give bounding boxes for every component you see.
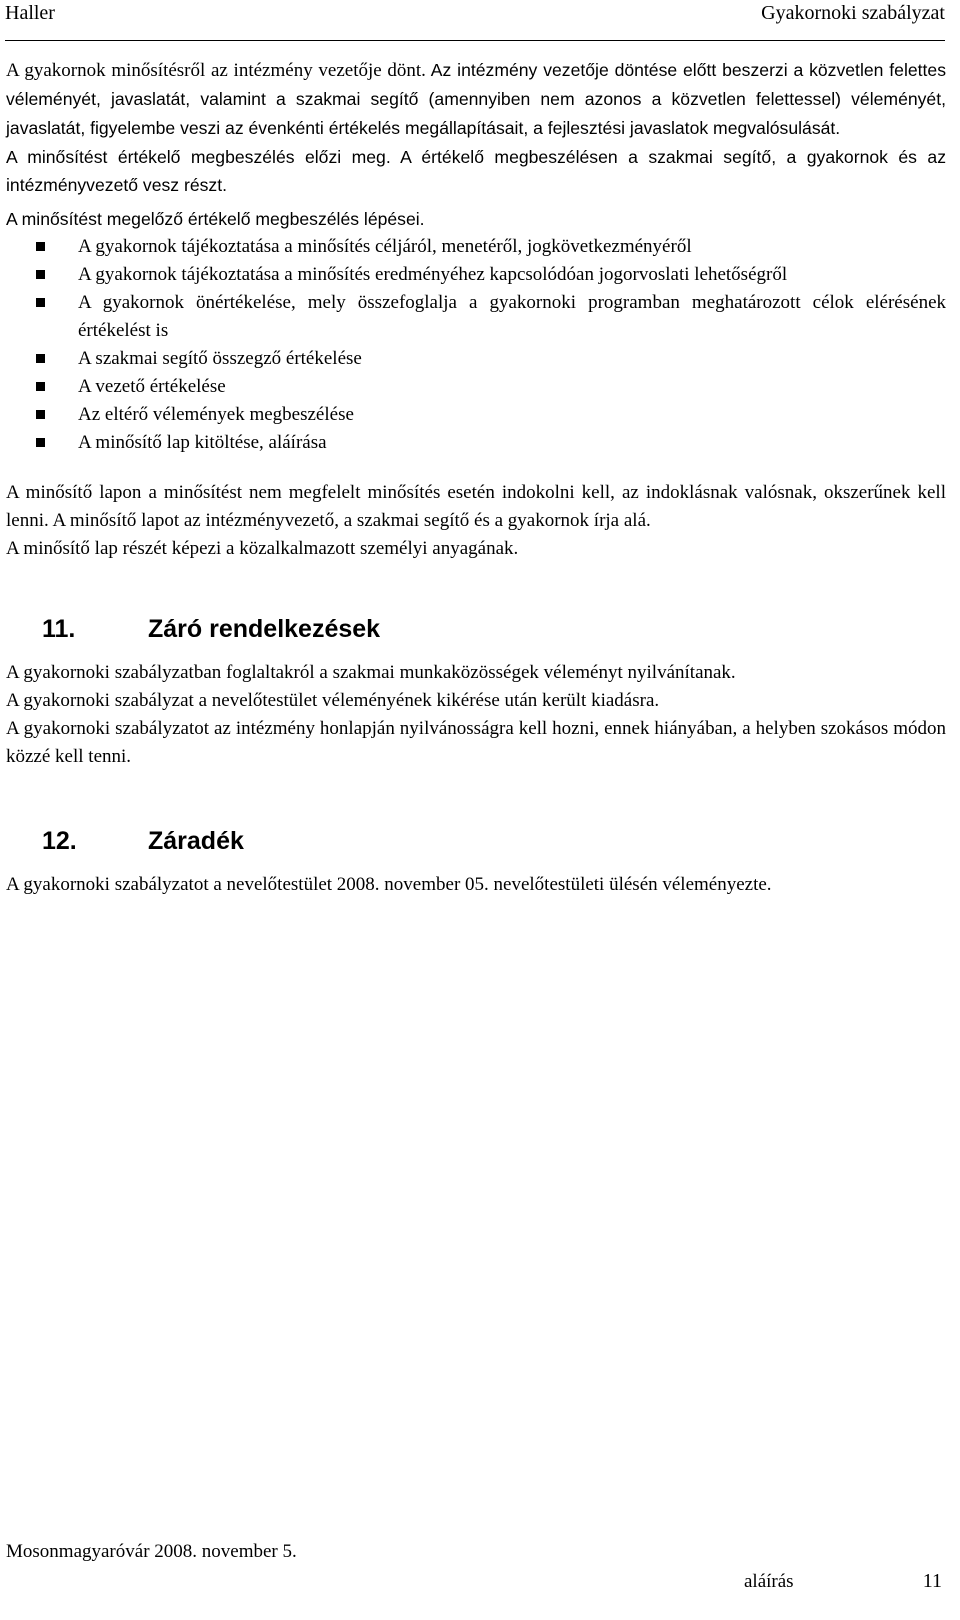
- closing-paragraph-opinion: A gyakornoki szabályzatban foglaltakról a szakmai munkaközösségek véleményt nyilvánítanak.: [6, 662, 736, 683]
- document-body: [6, 56, 946, 899]
- page-header: [5, 0, 945, 41]
- signature-label: aláírás: [744, 1571, 794, 1592]
- square-bullet-icon: [36, 438, 45, 447]
- place-and-date: Mosonmagyaróvár 2008. november 5.: [6, 1541, 297, 1562]
- qualification-sheet-paragraph: A minősítő lapon a minősítést nem megfelelt minősítés esetén indokolni kell, az indoklásnak valósnak, okszerűnek kell lenni. A minősítő lapot az intézményvezető, a szakmai segítő és a gyakornok írja alá.: [6, 482, 946, 531]
- section-heading-closing-provisions: [6, 613, 946, 645]
- list-item: A gyakornok tájékoztatása a minősítés eredményéhez kapcsolódóan jogorvoslati lehetőségről: [6, 261, 946, 289]
- list-item: A minősítő lap kitöltése, aláírása: [6, 429, 946, 457]
- list-item: A vezető értékelése: [6, 373, 946, 401]
- header-document-title: Gyakornoki szabályzat: [761, 2, 945, 24]
- closing-paragraph-publication: A gyakornoki szabályzatot az intézmény honlapján nyilvánosságra kell hozni, ennek hiányában, a helyben szokásos módon közzé kell tenni.: [6, 718, 946, 767]
- intro-sentence-serif: A gyakornok minősítésről az intézmény vezetője dönt.: [6, 60, 426, 81]
- square-bullet-icon: [36, 242, 45, 251]
- section-title: Záradék: [148, 827, 244, 855]
- square-bullet-icon: [36, 270, 45, 279]
- square-bullet-icon: [36, 354, 45, 363]
- intro-sentence-sans: Az intézmény vezetője döntése előtt beszerzi a közvetlen felettes véleményét, javaslatát, valamint a szakmai segítő (amennyiben nem azonos a közvetlen felettessel) véleményét, javaslatát, figyelembe veszi az évenkénti értékelés megállapításait, a fejlesztési javaslatok megvalósulását.: [6, 60, 946, 138]
- intro-paragraph-decision: [6, 56, 946, 143]
- section-number: 11.: [42, 615, 76, 643]
- list-item: Az eltérő vélemények megbeszélése: [6, 401, 946, 429]
- section-heading-clause: [6, 825, 946, 857]
- square-bullet-icon: [36, 410, 45, 419]
- personal-file-paragraph: A minősítő lap részét képezi a közalkalmazott személyi anyagának.: [6, 538, 519, 559]
- list-item: A gyakornok tájékoztatása a minősítés céljáról, menetéről, jogkövetkezményéről: [6, 233, 946, 261]
- section-title: Záró rendelkezések: [148, 615, 381, 643]
- section-number: 12.: [42, 827, 77, 855]
- closing-paragraph-issued: A gyakornoki szabályzat a nevelőtestület véleményének kikérése után került kiadásra.: [6, 690, 660, 711]
- square-bullet-icon: [36, 382, 45, 391]
- steps-list: [6, 233, 946, 457]
- intro-paragraph-steps-title: A minősítést megelőző értékelő megbeszélés lépései.: [6, 209, 425, 229]
- square-bullet-icon: [36, 298, 45, 307]
- list-item: A gyakornok önértékelése, mely összefoglalja a gyakornoki programban meghatározott célok elérésének értékelést is: [6, 289, 946, 345]
- header-author: Haller: [5, 2, 55, 24]
- list-item: A szakmai segítő összegző értékelése: [6, 345, 946, 373]
- intro-paragraph-meeting: A minősítést értékelő megbeszélés előzi meg. A értékelő megbeszélésen a szakmai segítő, a gyakornok és az intézményvezető vesz részt.: [6, 147, 946, 195]
- page-number: 11: [922, 1570, 942, 1592]
- clause-paragraph: A gyakornoki szabályzatot a nevelőtestület 2008. november 05. nevelőtestületi ülésén véleményezte.: [6, 874, 772, 895]
